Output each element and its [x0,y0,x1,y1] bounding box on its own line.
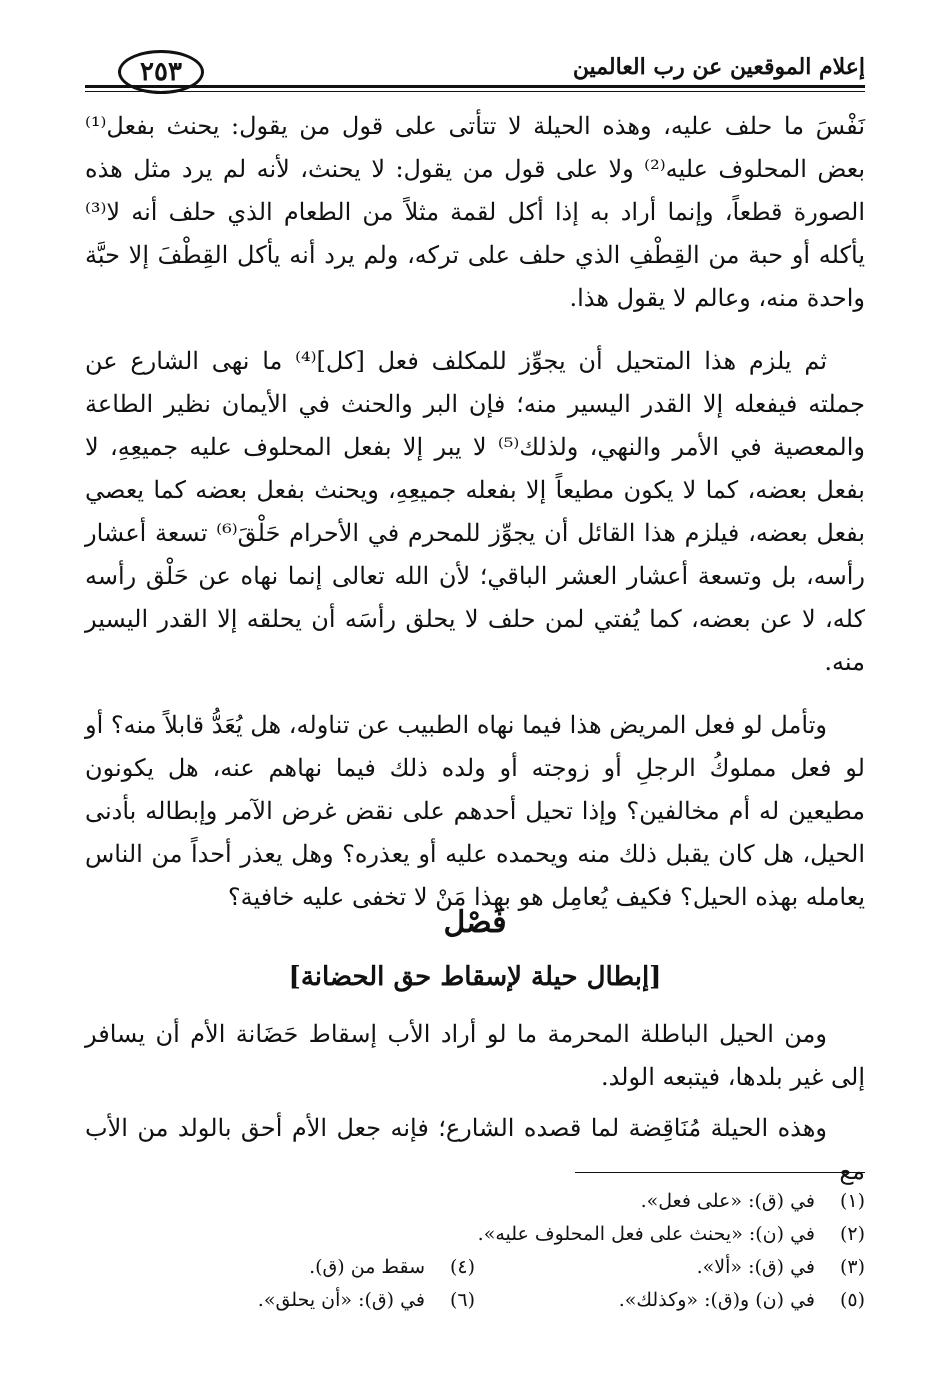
footnotes [85,1185,865,1317]
footnote-text: في (ن) و(ق): «وكذلك». [618,1289,815,1311]
footnote-number: (٦) [449,1289,475,1311]
footnote [309,1251,475,1284]
paragraph: وهذه الحيلة مُنَاقِضة لما قصده الشارع؛ فإنه جعل الأم أحق بالولد من الأب مع [85,1114,865,1185]
footnote-number: (١) [839,1190,865,1212]
footnote-number: (٣) [839,1256,865,1278]
footnote-row [85,1284,865,1317]
footnote-divider [575,1172,865,1173]
paragraph: وتأمل لو فعل المريض هذا فيما نهاه الطبيب عن تناوله، هل يُعَدُّ قابلاً منه؟ أو لو فعل مملوكُ الرجلِ أو زوجته أو ولده ذلك فيما نهاهم عنه، هل يكونون مطيعين له أم مخالفين؟ وإذا تحيل أحدهم على نقض غرض الآمر وإبطاله بأدنى الحيل، هل كان يقبل ذلك منه ويحمده عليه أو يعذره؟ وهل يعذر أحداً من الناس يعامله بهذه الحيل؟ فكيف يُعامِل هو بهذا مَنْ لا تخفى عليه خافية؟ [85,711,865,911]
main-text [85,105,865,939]
footnote-text: في (ق): «ألا». [696,1256,815,1278]
footnote-row [85,1185,865,1218]
footnote-row [85,1251,865,1284]
running-header [85,40,865,100]
footnote-number: (٢) [839,1223,865,1245]
footnote [258,1284,475,1317]
header-rule-thin [85,91,865,92]
header-rule-thick [85,85,865,88]
footnote-number: (٥) [839,1289,865,1311]
footnote-text: في (ن): «يحنث على فعل المحلوف عليه». [477,1223,815,1245]
footnote [475,1251,865,1284]
paragraph: ثم يلزم هذا المتحيل أن يجوِّز للمكلف فعل [كل]⁽⁴⁾ ما نهى الشارع عن جملته فيفعله إلا القدر اليسير منه؛ فإن البر والحنث في الأيمان نظير الطاعة والمعصية في الأمر والنهي، ولذلك⁽⁵⁾ لا يبر إلا بفعل المحلوف عليه جميعِهِ، لا بفعل بعضه، كما لا يكون مطيعاً إلا بفعله جميعِهِ، ويحنث بفعل بعضه كما يعصي بفعل بعضه، فيلزم هذا القائل أن يجوِّز للمحرم في الأحرام حَلْقَ⁽⁶⁾ تسعة أعشار رأسه، بل وتسعة أعشار العشر الباقي؛ لأن الله تعالى إنما نهاه عن حَلْق رأسه كله، لا عن بعضه، كما يُفتي لمن حلف لا يحلق رأسَه أن يحلقه إلا القدر اليسير منه. [85,347,866,676]
page-number: ٢٥٣ [140,57,182,87]
section-heading: فَصْل [443,905,507,940]
footnote-row [85,1218,865,1251]
footnote [475,1284,865,1317]
paragraph: نَفْسَ ما حلف عليه، وهذه الحيلة لا تتأتى على قول من يقول: يحنث بفعل⁽¹⁾ بعض المحلوف عليه⁽²⁾ ولا على قول من يقول: لا يحنث، لأنه لم يرد مثل هذه الصورة قطعاً، وإنما أراد به إذا أكل لقمة مثلاً من الطعام الذي حلف أنه لا⁽³⁾ يأكله أو حبة من القِطْفِ الذي حلف على تركه، ولم يرد أنه يأكل القِطْفَ إلا حبَّة واحدة منه، وعالم لا يقول هذا. [85,112,866,312]
footnote-number: (٤) [449,1256,475,1278]
paragraph: ومن الحيل الباطلة المحرمة ما لو أراد الأب إسقاط حَضَانة الأم أن يسافر إلى غير بلدها، فيتبعه الولد. [85,1020,865,1091]
section-text [85,1013,865,1193]
footnote [641,1185,865,1218]
footnote-text: في (ق): «على فعل». [640,1190,815,1212]
section-subheading: [إبطال حيلة لإسقاط حق الحضانة] [288,962,662,992]
book-title: إعلام الموقعين عن رب العالمين [572,54,865,80]
footnote-text: سقط من (ق). [309,1256,425,1278]
footnote [478,1218,865,1251]
footnote-text: في (ق): «أن يحلق». [257,1289,425,1311]
